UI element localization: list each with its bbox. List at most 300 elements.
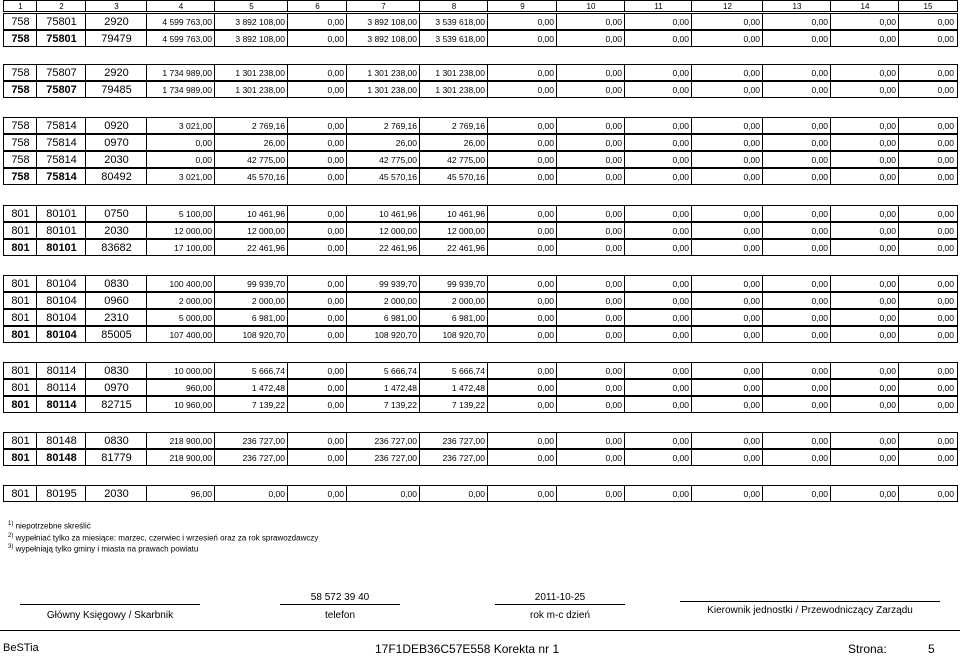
table-row [3,222,958,239]
amount-cell: 0,00 [624,239,692,256]
amount-cell: 0,00 [691,13,763,30]
section-cell: 801 [3,275,37,292]
amount-cell: 0,00 [691,326,763,343]
amount-cell: 6 981,00 [214,309,288,326]
paragraph-cell: 80492 [85,168,147,185]
amount-cell: 0,00 [691,239,763,256]
amount-cell: 0,00 [691,379,763,396]
amount-cell: 3 021,00 [146,168,215,185]
amount-cell: 0,00 [287,168,347,185]
amount-cell: 0,00 [898,309,958,326]
amount-cell: 0,00 [419,485,488,502]
paragraph-cell: 2920 [85,64,147,81]
section-cell: 758 [3,134,37,151]
paragraph-cell: 2310 [85,309,147,326]
phone-value: 58 572 39 40 [310,592,370,603]
amount-cell: 0,00 [624,292,692,309]
chapter-cell: 75814 [36,168,86,185]
amount-cell: 0,00 [691,222,763,239]
amount-cell: 0,00 [898,449,958,466]
amount-cell: 960,00 [146,379,215,396]
table-row-total [3,239,958,256]
amount-cell: 0,00 [556,292,625,309]
amount-cell: 0,00 [762,64,831,81]
amount-cell: 0,00 [487,13,557,30]
header-col-13: 13 [762,0,831,12]
amount-cell: 10 461,96 [419,205,488,222]
header-col-9: 9 [487,0,557,12]
amount-cell: 0,00 [624,205,692,222]
table-row-total [3,81,958,98]
amount-cell: 0,00 [487,117,557,134]
amount-cell: 0,00 [691,275,763,292]
amount-cell: 0,00 [762,432,831,449]
header-col-3: 3 [85,0,147,12]
amount-cell: 0,00 [830,379,899,396]
amount-cell: 0,00 [898,326,958,343]
amount-cell: 236 727,00 [214,432,288,449]
table-row [3,485,958,502]
amount-cell: 1 472,48 [419,379,488,396]
amount-cell: 0,00 [762,239,831,256]
amount-cell: 0,00 [287,117,347,134]
amount-cell: 0,00 [762,205,831,222]
amount-cell: 10 461,96 [346,205,420,222]
header-col-1: 1 [3,0,37,12]
footnote-3: $^{3)}$ wypełniają tylko gminy i miasta na prawach powiatu [8,544,199,554]
paragraph-cell: 82715 [85,396,147,413]
chapter-cell: 75814 [36,117,86,134]
amount-cell: 0,00 [556,117,625,134]
amount-cell: 0,00 [556,239,625,256]
header-col-5: 5 [214,0,288,12]
amount-cell: 0,00 [287,432,347,449]
chapter-cell: 75807 [36,81,86,98]
paragraph-cell: 0970 [85,379,147,396]
table-row [3,292,958,309]
amount-cell: 0,00 [691,449,763,466]
amount-cell: 236 727,00 [419,432,488,449]
header-col-4: 4 [146,0,215,12]
amount-cell: 1 301 238,00 [214,64,288,81]
amount-cell: 0,00 [287,309,347,326]
amount-cell: 0,00 [487,275,557,292]
amount-cell: 42 775,00 [214,151,288,168]
chapter-cell: 75801 [36,30,86,47]
section-cell: 801 [3,485,37,502]
chapter-cell: 75807 [36,64,86,81]
amount-cell: 0,00 [898,222,958,239]
amount-cell: 218 900,00 [146,449,215,466]
amount-cell: 0,00 [830,222,899,239]
date-value: 2011-10-25 [534,592,586,603]
amount-cell: 1 472,48 [346,379,420,396]
amount-cell: 0,00 [287,13,347,30]
chapter-cell: 80101 [36,239,86,256]
phone-line [280,604,400,605]
amount-cell: 0,00 [146,151,215,168]
amount-cell: 108 920,70 [419,326,488,343]
amount-cell: 0,00 [830,134,899,151]
amount-cell: 0,00 [691,432,763,449]
section-cell: 801 [3,205,37,222]
paragraph-cell: 81779 [85,449,147,466]
header-col-15: 15 [898,0,958,12]
amount-cell: 0,00 [830,64,899,81]
amount-cell: 236 727,00 [346,432,420,449]
amount-cell: 0,00 [624,30,692,47]
date-line [495,604,625,605]
amount-cell: 5 000,00 [146,309,215,326]
amount-cell: 1 734 989,00 [146,81,215,98]
chapter-cell: 75801 [36,13,86,30]
amount-cell: 17 100,00 [146,239,215,256]
amount-cell: 45 570,16 [346,168,420,185]
amount-cell: 0,00 [287,134,347,151]
table-row [3,275,958,292]
amount-cell: 0,00 [624,326,692,343]
amount-cell: 0,00 [487,205,557,222]
accountant-signature-line [20,604,200,605]
amount-cell: 0,00 [487,485,557,502]
paragraph-cell: 83682 [85,239,147,256]
amount-cell: 0,00 [830,30,899,47]
amount-cell: 0,00 [487,239,557,256]
amount-cell: 7 139,22 [419,396,488,413]
section-cell: 758 [3,81,37,98]
amount-cell: 0,00 [287,30,347,47]
amount-cell: 0,00 [556,13,625,30]
amount-cell: 99 939,70 [346,275,420,292]
amount-cell: 100 400,00 [146,275,215,292]
amount-cell: 0,00 [830,326,899,343]
amount-cell: 0,00 [487,396,557,413]
header-col-7: 7 [346,0,420,12]
section-cell: 758 [3,64,37,81]
amount-cell: 0,00 [287,449,347,466]
section-cell: 801 [3,222,37,239]
table-row-total [3,168,958,185]
amount-cell: 0,00 [287,379,347,396]
amount-cell: 0,00 [830,432,899,449]
amount-cell: 0,00 [830,275,899,292]
amount-cell: 7 139,22 [346,396,420,413]
amount-cell: 0,00 [487,168,557,185]
amount-cell: 218 900,00 [146,432,215,449]
app-name: BeSTia [3,642,39,654]
paragraph-cell: 0830 [85,275,147,292]
amount-cell: 99 939,70 [214,275,288,292]
amount-cell: 1 301 238,00 [214,81,288,98]
chapter-cell: 80104 [36,292,86,309]
amount-cell: 0,00 [487,326,557,343]
amount-cell: 0,00 [556,309,625,326]
amount-cell: 0,00 [624,485,692,502]
amount-cell: 0,00 [556,326,625,343]
amount-cell: 2 769,16 [214,117,288,134]
page-number: 5 [928,642,935,656]
amount-cell: 108 920,70 [214,326,288,343]
amount-cell: 0,00 [762,168,831,185]
amount-cell: 0,00 [830,485,899,502]
section-cell: 801 [3,239,37,256]
table-row [3,309,958,326]
amount-cell: 0,00 [487,81,557,98]
manager-signature-line [680,601,940,602]
amount-cell: 0,00 [830,449,899,466]
amount-cell: 6 981,00 [419,309,488,326]
amount-cell: 0,00 [898,64,958,81]
amount-cell: 0,00 [487,151,557,168]
section-cell: 758 [3,168,37,185]
chapter-cell: 80195 [36,485,86,502]
amount-cell: 236 727,00 [419,449,488,466]
amount-cell: 0,00 [762,379,831,396]
section-cell: 801 [3,309,37,326]
paragraph-cell: 85005 [85,326,147,343]
amount-cell: 3 021,00 [146,117,215,134]
amount-cell: 0,00 [830,13,899,30]
amount-cell: 0,00 [691,30,763,47]
amount-cell: 0,00 [898,362,958,379]
amount-cell: 0,00 [830,205,899,222]
section-cell: 758 [3,151,37,168]
amount-cell: 0,00 [624,151,692,168]
amount-cell: 0,00 [691,485,763,502]
amount-cell: 0,00 [214,485,288,502]
amount-cell: 0,00 [556,168,625,185]
amount-cell: 0,00 [762,117,831,134]
table-row [3,64,958,81]
paragraph-cell: 2030 [85,485,147,502]
table-row [3,205,958,222]
chapter-cell: 80104 [36,309,86,326]
amount-cell: 0,00 [556,432,625,449]
section-cell: 801 [3,432,37,449]
amount-cell: 0,00 [898,151,958,168]
paragraph-cell: 0970 [85,134,147,151]
amount-cell: 0,00 [624,396,692,413]
chapter-cell: 75814 [36,134,86,151]
paragraph-cell: 0830 [85,362,147,379]
amount-cell: 0,00 [287,292,347,309]
amount-cell: 0,00 [898,117,958,134]
amount-cell: 0,00 [487,292,557,309]
amount-cell: 107 400,00 [146,326,215,343]
amount-cell: 0,00 [487,30,557,47]
section-cell: 801 [3,396,37,413]
amount-cell: 96,00 [146,485,215,502]
amount-cell: 3 892 108,00 [214,13,288,30]
amount-cell: 2 769,16 [419,117,488,134]
amount-cell: 0,00 [624,168,692,185]
amount-cell: 0,00 [556,64,625,81]
amount-cell: 0,00 [287,151,347,168]
amount-cell: 0,00 [287,362,347,379]
amount-cell: 2 000,00 [419,292,488,309]
chapter-cell: 75814 [36,151,86,168]
amount-cell: 0,00 [487,64,557,81]
section-cell: 801 [3,379,37,396]
amount-cell: 0,00 [830,396,899,413]
table-row-total [3,326,958,343]
table-row [3,134,958,151]
amount-cell: 0,00 [487,222,557,239]
amount-cell: 0,00 [624,13,692,30]
amount-cell: 0,00 [624,379,692,396]
header-col-2: 2 [36,0,86,12]
manager-label: Kierownik jednostki / Przewodniczący Zarządu [707,605,913,616]
header-col-10: 10 [556,0,625,12]
amount-cell: 0,00 [691,205,763,222]
amount-cell: 0,00 [556,362,625,379]
amount-cell: 10 000,00 [146,362,215,379]
section-cell: 801 [3,326,37,343]
amount-cell: 0,00 [762,449,831,466]
amount-cell: 0,00 [487,432,557,449]
paragraph-cell: 0830 [85,432,147,449]
document-id: 17F1DEB36C57E558 Korekta nr 1 [375,642,560,656]
amount-cell: 12 000,00 [214,222,288,239]
amount-cell: 3 892 108,00 [346,13,420,30]
amount-cell: 0,00 [762,134,831,151]
section-cell: 758 [3,117,37,134]
amount-cell: 0,00 [830,81,899,98]
amount-cell: 2 000,00 [146,292,215,309]
amount-cell: 0,00 [898,485,958,502]
paragraph-cell: 79479 [85,30,147,47]
amount-cell: 0,00 [556,134,625,151]
amount-cell: 99 939,70 [419,275,488,292]
chapter-cell: 80101 [36,205,86,222]
amount-cell: 0,00 [830,362,899,379]
amount-cell: 1 734 989,00 [146,64,215,81]
footnote-1: $^{1)}$ niepotrzebne skreślić [8,521,91,531]
amount-cell: 1 301 238,00 [419,64,488,81]
amount-cell: 0,00 [556,379,625,396]
amount-cell: 4 599 763,00 [146,30,215,47]
amount-cell: 0,00 [691,134,763,151]
amount-cell: 0,00 [487,134,557,151]
amount-cell: 5 666,74 [214,362,288,379]
table-row [3,432,958,449]
amount-cell: 10 461,96 [214,205,288,222]
amount-cell: 0,00 [691,81,763,98]
chapter-cell: 80104 [36,275,86,292]
amount-cell: 2 769,16 [346,117,420,134]
paragraph-cell: 2030 [85,222,147,239]
amount-cell: 0,00 [762,81,831,98]
table-row [3,13,958,30]
amount-cell: 3 539 618,00 [419,30,488,47]
table-header [3,0,958,12]
section-cell: 758 [3,13,37,30]
amount-cell: 0,00 [898,275,958,292]
amount-cell: 26,00 [419,134,488,151]
amount-cell: 0,00 [762,326,831,343]
amount-cell: 0,00 [346,485,420,502]
amount-cell: 0,00 [487,379,557,396]
accountant-label: Główny Księgowy / Skarbnik [46,610,174,621]
amount-cell: 0,00 [762,30,831,47]
amount-cell: 5 666,74 [346,362,420,379]
section-cell: 801 [3,362,37,379]
chapter-cell: 80114 [36,362,86,379]
amount-cell: 0,00 [556,222,625,239]
amount-cell: 0,00 [624,64,692,81]
amount-cell: 10 960,00 [146,396,215,413]
amount-cell: 0,00 [556,396,625,413]
amount-cell: 1 472,48 [214,379,288,396]
amount-cell: 0,00 [898,292,958,309]
amount-cell: 0,00 [624,362,692,379]
amount-cell: 0,00 [898,168,958,185]
amount-cell: 236 727,00 [346,449,420,466]
amount-cell: 0,00 [556,275,625,292]
amount-cell: 0,00 [898,239,958,256]
table-row [3,151,958,168]
amount-cell: 3 539 618,00 [419,13,488,30]
amount-cell: 5 666,74 [419,362,488,379]
date-label: rok m-c dzień [529,610,590,621]
amount-cell: 0,00 [830,309,899,326]
amount-cell: 0,00 [287,64,347,81]
chapter-cell: 80104 [36,326,86,343]
amount-cell: 0,00 [287,326,347,343]
amount-cell: 6 981,00 [346,309,420,326]
header-col-12: 12 [691,0,763,12]
amount-cell: 7 139,22 [214,396,288,413]
amount-cell: 1 301 238,00 [419,81,488,98]
amount-cell: 0,00 [762,292,831,309]
amount-cell: 42 775,00 [346,151,420,168]
amount-cell: 0,00 [691,309,763,326]
amount-cell: 0,00 [691,117,763,134]
amount-cell: 0,00 [556,485,625,502]
amount-cell: 26,00 [346,134,420,151]
chapter-cell: 80148 [36,432,86,449]
paragraph-cell: 2920 [85,13,147,30]
paragraph-cell: 0960 [85,292,147,309]
page-label: Strona: [848,642,887,656]
amount-cell: 0,00 [287,239,347,256]
amount-cell: 26,00 [214,134,288,151]
amount-cell: 0,00 [556,30,625,47]
table-row-total [3,449,958,466]
amount-cell: 0,00 [898,205,958,222]
amount-cell: 0,00 [762,396,831,413]
amount-cell: 0,00 [898,30,958,47]
amount-cell: 2 000,00 [214,292,288,309]
amount-cell: 0,00 [762,151,831,168]
amount-cell: 22 461,96 [346,239,420,256]
amount-cell: 0,00 [762,485,831,502]
amount-cell: 0,00 [691,362,763,379]
amount-cell: 0,00 [487,362,557,379]
amount-cell: 22 461,96 [214,239,288,256]
amount-cell: 42 775,00 [419,151,488,168]
amount-cell: 0,00 [556,81,625,98]
amount-cell: 0,00 [146,134,215,151]
table-row [3,362,958,379]
amount-cell: 0,00 [624,309,692,326]
amount-cell: 0,00 [830,239,899,256]
table-row-total [3,30,958,47]
amount-cell: 0,00 [624,81,692,98]
amount-cell: 1 301 238,00 [346,64,420,81]
amount-cell: 0,00 [830,168,899,185]
amount-cell: 2 000,00 [346,292,420,309]
